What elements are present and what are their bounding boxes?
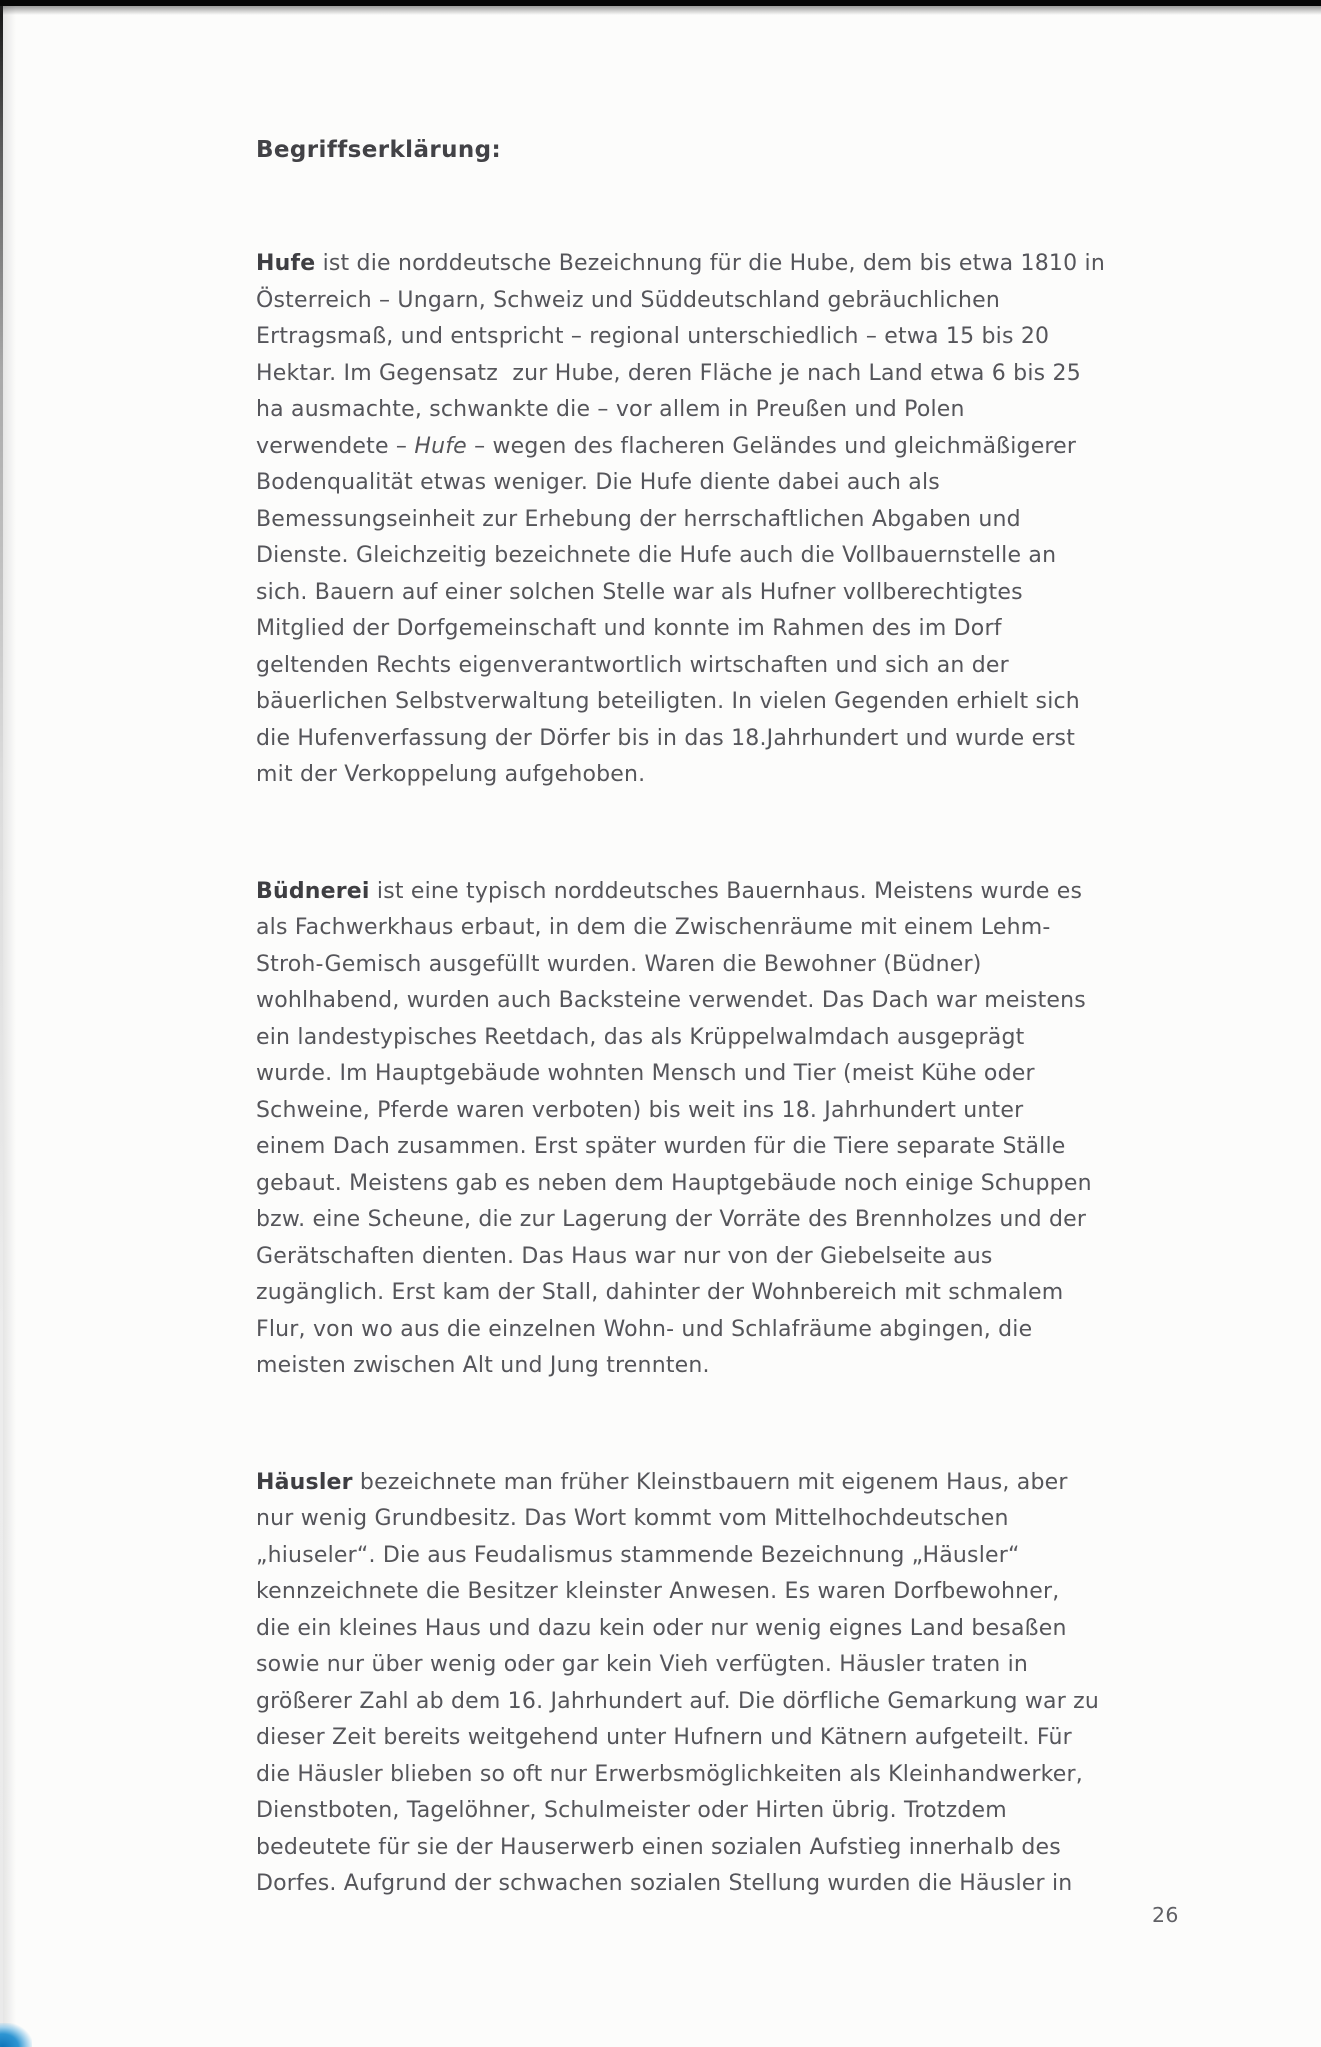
text-line [256, 1202, 1196, 1239]
text-segment: Ertragsmaß, und entspricht – regional unterschiedlich – etwa 15 bis 20 [256, 324, 1050, 349]
text-segment: als Fachwerkhaus erbaut, in dem die Zwischenräume mit einem Lehm- [256, 915, 1051, 940]
text-segment: Hektar. Im Gegensatz zur Hube, deren Fläche je nach Land etwa 6 bis 25 [256, 360, 1081, 386]
text-segment: einem Dach zusammen. Erst später wurden für die Tiere separate Ställe [256, 1134, 1066, 1159]
text-segment: Österreich – Ungarn, Schweiz und Süddeutschland gebräuchlichen [256, 287, 1000, 313]
text-line [256, 1866, 1196, 1903]
text-line [256, 1757, 1196, 1794]
text-segment: nur wenig Grundbesitz. Das Wort kommt vom Mittelhochdeutschen [256, 1506, 1009, 1531]
text-line [256, 1501, 1196, 1538]
text-line [256, 1093, 1196, 1130]
text-segment: zugänglich. Erst kam der Stall, dahinter der Wohnbereich mit schmalem [256, 1280, 1064, 1305]
text-line [256, 721, 1196, 758]
text-segment: Mitglied der Dorfgemeinschaft und konnte im Rahmen des im Dorf [256, 616, 1002, 641]
text-line [256, 1166, 1196, 1203]
text-line [256, 910, 1196, 947]
text-line [256, 611, 1196, 648]
text-line [256, 319, 1196, 356]
text-segment: Bodenqualität etwas weniger. Die Hufe diente dabei auch als [256, 470, 940, 495]
text-line [256, 246, 1196, 283]
text-segment: Flur, von wo aus die einzelnen Wohn- und Schlafräume abgingen, die [256, 1316, 1033, 1342]
text-line [256, 874, 1196, 911]
page-title: Begriffserklärung: [256, 137, 502, 163]
text-line [256, 1684, 1196, 1721]
text-segment: Dorfes. Aufgrund der schwachen sozialen Stellung wurden die Häusler in [256, 1871, 1073, 1896]
text-line [256, 1275, 1196, 1312]
text-segment: kennzeichnete die Besitzer kleinster Anwesen. Es waren Dorfbewohner, [256, 1579, 1060, 1604]
text-line [256, 757, 1196, 794]
paragraph [256, 1465, 1196, 1903]
text-segment: wohlhabend, wurden auch Backsteine verwendet. Das Dach war meistens [256, 988, 1086, 1013]
text-line [256, 392, 1196, 429]
text-line [256, 465, 1196, 502]
text-segment: – wegen des flacheren Geländes und gleichmäßigerer [466, 433, 1077, 459]
page-number: 26 [1152, 1903, 1179, 1927]
text-line [256, 947, 1196, 984]
text-segment: ist eine typisch norddeutsches Bauernhaus. Meistens wurde es [369, 878, 1083, 904]
text-segment: Dienste. Gleichzeitig bezeichnete die Hufe auch die Vollbauernstelle an [256, 543, 1057, 568]
text-segment: bzw. eine Scheune, die zur Lagerung der Vorräte des Brennholzes und der [256, 1207, 1087, 1232]
text-line [256, 1830, 1196, 1867]
text-segment: größerer Zahl ab dem 16. Jahrhundert auf. Die dörfliche Gemarkung war zu [256, 1688, 1100, 1714]
text-segment: bäuerlichen Selbstverwaltung beteiligten. In vielen Gegenden erhielt sich [256, 689, 1080, 714]
text-segment: Stroh-Gemisch ausgefüllt wurden. Waren die Bewohner (Büdner) [256, 951, 982, 977]
text-line [256, 1611, 1196, 1648]
text-line [256, 502, 1196, 539]
term-italic: Hufe [414, 433, 467, 459]
scan-edge-left-line [0, 0, 3, 2047]
text-segment: dieser Zeit bereits weitgehend unter Hufnern und Kätnern aufgeteilt. Für [256, 1725, 1072, 1750]
text-line [256, 1538, 1196, 1575]
text-line [256, 538, 1196, 575]
text-segment: die Häusler blieben so oft nur Erwerbsmöglichkeiten als Kleinhandwerker, [256, 1761, 1083, 1787]
text-line [256, 1239, 1196, 1276]
text-line [256, 1793, 1196, 1830]
text-line [256, 1348, 1196, 1385]
term-bold: Häusler [256, 1469, 353, 1495]
text-line [256, 684, 1196, 721]
text-segment: die Hufenverfassung der Dörfer bis in das 18.Jahrhundert und wurde erst [256, 725, 1076, 751]
scan-edge-top-fade [0, 6, 1321, 15]
text-segment: verwendete – [256, 433, 415, 459]
text-segment: gebaut. Meistens gab es neben dem Hauptgebäude noch einige Schuppen [256, 1170, 1092, 1196]
term-bold: Büdnerei [256, 878, 370, 904]
text-line [256, 1574, 1196, 1611]
text-line [256, 983, 1196, 1020]
text-segment: „hiuseler“. Die aus Feudalismus stammende Bezeichnung „Häusler“ [256, 1542, 1020, 1568]
text-segment: ist die norddeutsche Bezeichnung für die Hube, dem bis etwa 1810 in [315, 251, 1105, 276]
text-line [256, 429, 1196, 466]
text-line [256, 1312, 1196, 1349]
text-segment: Schweine, Pferde waren verboten) bis weit ins 18. Jahrhundert unter [256, 1097, 1024, 1123]
text-segment: meisten zwischen Alt und Jung trennten. [256, 1353, 710, 1378]
text-segment: wurde. Im Hauptgebäude wohnten Mensch und Tier (meist Kühe oder [256, 1061, 1035, 1086]
scan-blue-smudge [0, 2023, 32, 2047]
definitions-text [256, 246, 1196, 1903]
text-segment: Bemessungseinheit zur Erhebung der herrschaftlichen Abgaben und [256, 506, 1021, 532]
text-line [256, 1465, 1196, 1502]
paragraph [256, 874, 1196, 1385]
text-line [256, 1020, 1196, 1057]
text-segment: ein landestypisches Reetdach, das als Krüppelwalmdach ausgeprägt [256, 1024, 1025, 1050]
text-segment: mit der Verkoppelung aufgehoben. [256, 762, 646, 787]
text-line [256, 1647, 1196, 1684]
text-segment: Dienstboten, Tagelöhner, Schulmeister oder Hirten übrig. Trotzdem [256, 1798, 1007, 1823]
text-line [256, 1720, 1196, 1757]
text-segment: die ein kleines Haus und dazu kein oder nur wenig eignes Land besaßen [256, 1615, 1067, 1641]
text-segment: bedeutete für sie der Hauserwerb einen sozialen Aufstieg innerhalb des [256, 1834, 1061, 1860]
text-line [256, 575, 1196, 612]
paragraph [256, 246, 1196, 794]
text-segment: Gerätschaften dienten. Das Haus war nur von der Giebelseite aus [256, 1243, 993, 1269]
text-segment: sich. Bauern auf einer solchen Stelle war als Hufner vollberechtigtes [256, 579, 1023, 605]
term-bold: Hufe [256, 251, 316, 276]
text-segment: sowie nur über wenig oder gar kein Vieh verfügten. Häusler traten in [256, 1652, 1029, 1677]
text-segment: geltenden Rechts eigenverantwortlich wirtschaften und sich an der [256, 652, 1009, 678]
text-line [256, 1129, 1196, 1166]
text-segment: bezeichnete man früher Kleinstbauern mit eigenem Haus, aber [352, 1469, 1068, 1495]
text-line [256, 283, 1196, 320]
text-line [256, 1056, 1196, 1093]
text-line [256, 356, 1196, 393]
text-segment: ha ausmachte, schwankte die – vor allem in Preußen und Polen [256, 397, 965, 422]
text-line [256, 648, 1196, 685]
